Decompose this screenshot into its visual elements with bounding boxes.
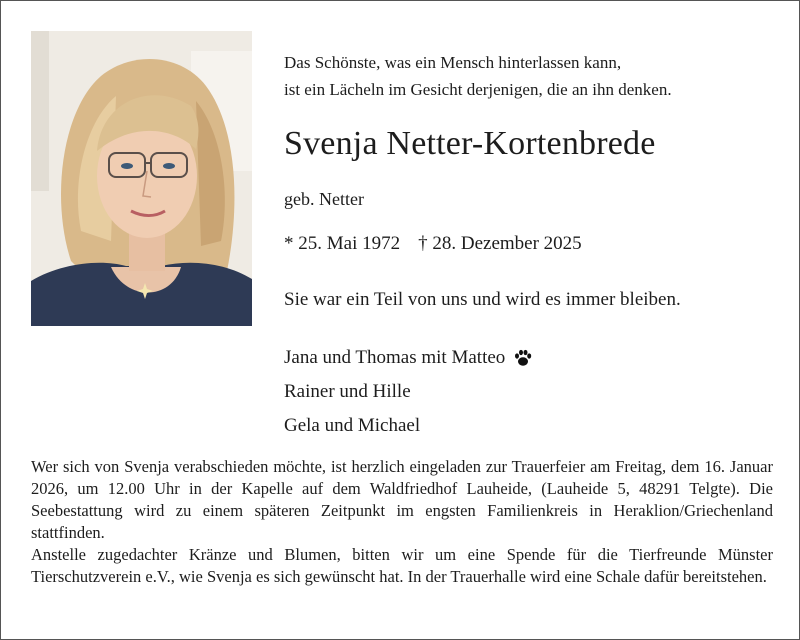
mourner-label: Jana und Thomas mit Matteo	[284, 347, 506, 368]
mourner-entry	[284, 409, 533, 443]
deceased-name: Svenja Netter-Kortenbrede	[284, 125, 656, 162]
quote-line-1: Das Schönste, was ein Mensch hinterlassen kann,	[284, 53, 622, 72]
paw-print-icon	[513, 348, 533, 368]
mourner-label: Gela und Michael	[284, 415, 421, 436]
mourners-list	[284, 341, 533, 443]
mourner-entry	[284, 375, 533, 409]
mourner-label: Rainer und Hille	[284, 381, 411, 402]
portrait-photo	[31, 31, 252, 326]
memorial-quote	[284, 49, 672, 103]
birth-date: * 25. Mai 1972	[284, 233, 401, 254]
mourner-entry	[284, 341, 533, 375]
memorial-statement: Sie war ein Teil von uns und wird es immer bleiben.	[284, 289, 681, 310]
portrait-illustration	[31, 31, 252, 326]
birth-name: geb. Netter	[284, 189, 364, 209]
funeral-notice	[31, 456, 773, 588]
quote-line-2: ist ein Lächeln im Gesicht derjenigen, die an ihn denken.	[284, 80, 672, 99]
funeral-details-paragraph: Wer sich von Svenja verabschieden möchte, ist herzlich eingeladen zur Trauerfeier am Freitag, dem 16. Januar 2026, um 12.00 Uhr in der Kapelle auf dem Waldfriedhof Lauheide, (Lauheide 5, 48291 Telgte). Die Seebestattung wird zu einem späteren Zeitpunkt im engsten Familienkreis in Heraklion/Griechenland stattfinden.	[31, 457, 773, 542]
donation-paragraph: Anstelle zugedachter Kränze und Blumen, bitten wir um eine Spende für die Tierfreunde Münster Tierschutzverein e.V., wie Svenja es sich gewünscht hat. In der Trauerhalle wird eine Schale dafür bereitstehen.	[31, 545, 773, 586]
life-dates	[284, 233, 600, 255]
death-date: † 28. Dezember 2025	[418, 233, 582, 254]
